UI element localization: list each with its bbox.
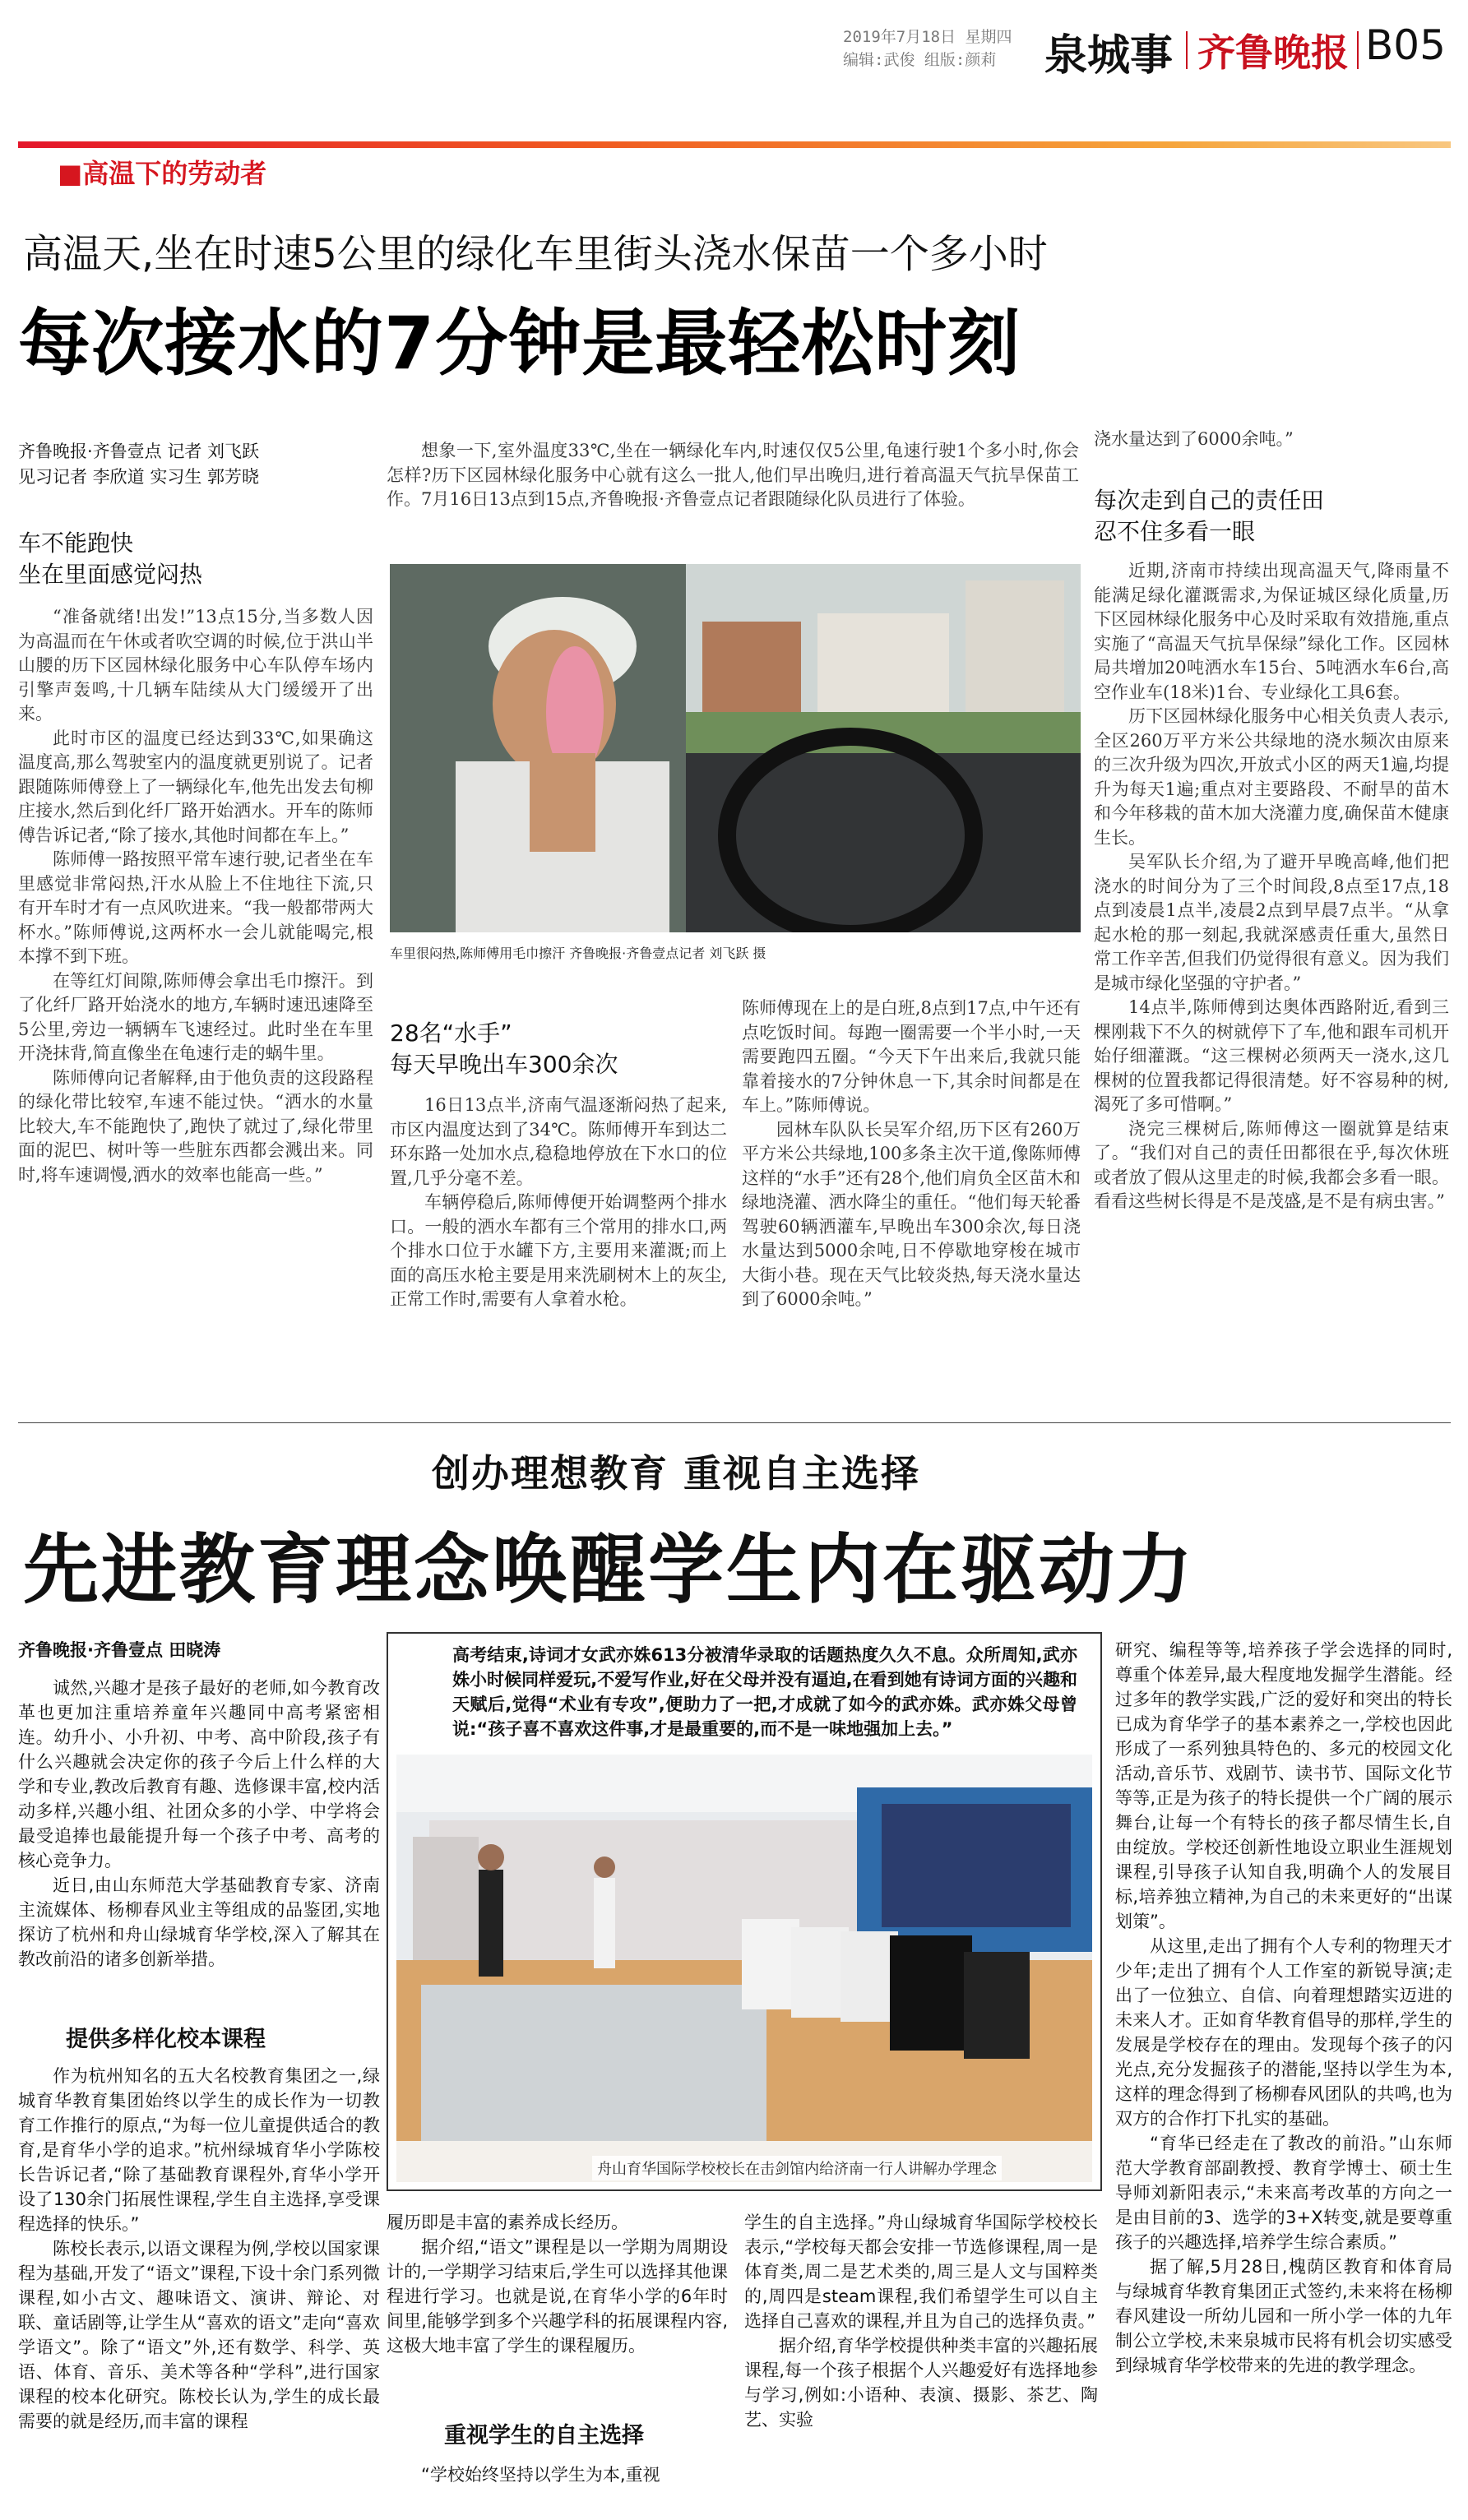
- paragraph: 历下区园林绿化服务中心相关负责人表示,全区260万平方米公共绿地的浇水频次由原来的三次升级为四次,开放式小区的两天1遍,均提升为每天1遍;重点对主要路段、不耐旱的苗木和今年移栽的苗木加大浇灌力度,确保苗木健康生长。: [1094, 706, 1449, 848]
- article1-column-4: [1094, 559, 1449, 1414]
- paragraph: 陈师傅现在上的是白班,8点到17点,中午还有点吃饭时间。每跑一圈需要一个半小时,一天需要跑四五圈。“今天下午出来后,我就只能靠着接水的7分钟休息一下,其余时间都是在车上。”陈师傅说。: [742, 998, 1081, 1115]
- paragraph: 浇完三棵树后,陈师傅这一圈就算是结束了。“我们对自己的责任田都很在乎,每次休班或者放了假从这里走的时候,我都会多看一眼。看看这些树长得是不是茂盛,是不是有病虫害。”: [1094, 1118, 1449, 1211]
- paragraph: 近期,济南市持续出现高温天气,降雨量不能满足绿化灌溉需求,为保证城区绿化质量,历下区园林绿化服务中心及时采取有效措施,重点实施了“高温天气抗旱保绿”绿化工作。区园林局共增加20吨洒水车15台、5吨洒水车6台,高空作业车(18米)1台、专业绿化工具6套。: [1094, 561, 1449, 702]
- section-divider: [18, 1422, 1451, 1423]
- article1-kicker: 高温天,坐在时速5公里的绿化车里街头浇水保苗一个多小时: [23, 231, 1048, 277]
- article1-photo: [390, 564, 1081, 932]
- page-number: B05: [1365, 21, 1446, 69]
- article1-col4-carry: 浇水量达到了6000余吨。”: [1094, 429, 1294, 449]
- dateline: 2019年7月18日 星期四: [843, 28, 1012, 46]
- header-divider-2: [1357, 31, 1359, 69]
- article1-intro-text: 想象一下,室外温度33℃,坐在一辆绿化车内,时速仅仅5公里,龟速行驶1个多小时,你会怎样?历下区园林绿化服务中心就有这么一批人,他们早出晚归,进行着高温天气抗旱保苗工作。7月16日13点到15点,齐鲁晚报·齐鲁壹点记者跟随绿化队员进行了体验。: [387, 441, 1079, 509]
- article2-column-4: [1115, 1638, 1452, 2516]
- header-divider: [1186, 31, 1188, 69]
- paragraph: 吴军队长介绍,为了避开早晚高峰,他们把浇水的时间分为了三个时间段,8点至17点,18点到凌晨1点半,凌晨2点到早晨7点半。“从拿起水枪的那一刻起,我就深感责任重大,虽然日常工作辛苦,但我们仍觉得很有意义。因为我们是城市绿化坚强的守护者。”: [1094, 852, 1449, 993]
- paragraph: 陈师傅一路按照平常车速行驶,记者坐在车里感觉非常闷热,汗水从脸上不住地往下流,只有开车时才有一点风吹进来。“我一般都带两大杯水。”陈师傅说,这两杯水一会儿就能喝完,根本撑不到下班。: [18, 849, 373, 966]
- paragraph: 14点半,陈师傅到达奥体西路附近,看到三棵刚栽下不久的树就停下了车,他和跟车司机开始仔细灌溉。“这三棵树必须两天一浇水,这几棵树的位置我都记得很清楚。好不容易种的树,渴死了多可惜啊。”: [1094, 997, 1449, 1114]
- article1-photo-caption: 车里很闷热,陈师傅用毛巾擦汗 齐鲁晚报·齐鲁壹点记者 刘飞跃 摄: [390, 946, 766, 961]
- paragraph: 在等红灯间隙,陈师傅会拿出毛巾擦汗。到了化纤厂路开始浇水的地方,车辆时速迅速降至5公里,旁边一辆辆车飞速经过。此时坐在车里开浇抹背,简直像坐在龟速行走的蜗牛里。: [18, 970, 373, 1063]
- column-tag: ■高温下的劳动者: [58, 158, 267, 189]
- newspaper-logo: 齐鲁晚报: [1197, 30, 1349, 75]
- paragraph: 作为杭州知名的五大名校教育集团之一,绿城育华教育集团始终以学生的成长作为一切教育工作推行的原点,“为每一位儿童提供适合的教育,是育华小学的追求。”杭州绿城育华小学陈校长告诉记者,“除了基础教育课程外,育华小学开设了130余门拓展性课程,学生自主选择,享受课程选择的快乐。”: [18, 2066, 380, 2234]
- paragraph: 诚然,兴趣才是孩子最好的老师,如今教育改革也更加注重培养童年兴趣同中高考紧密相连。幼升小、小升初、中考、高中阶段,孩子有什么兴趣就会决定你的孩子今后上什么样的大学和专业,教改后教育有趣、选修课丰富,校内活动多样,兴趣小组、社团众多的小学、中学将会最受追捧也最能提升每一个孩子中考、高考的核心竞争力。: [18, 1678, 380, 1870]
- article2-intro: 高考结束,诗词才女武亦姝613分被清华录取的话题热度久久不息。众所周知,武亦姝小时候同样爱玩,不爱写作业,好在父母并没有逼迫,在看到她有诗词方面的兴趣和天赋后,觉得“术业有专攻”,便助力了一把,才成就了如今的武亦姝。武亦姝父母曾说:“孩子喜不喜欢这件事,才是最重要的,而不是一味地强加上去。”: [452, 1645, 1077, 1739]
- article1-column-3: [742, 996, 1081, 1414]
- article1-subhead-1: 车不能跑快 坐在里面感觉闷热: [18, 529, 203, 588]
- article2-photo: [396, 1755, 1092, 2182]
- article2-subhead-a: 提供多样化校本课程: [66, 2027, 266, 2052]
- paragraph: 此时市区的温度已经达到33℃,如果确这温度高,那么驾驶室内的温度就更别说了。记者跟随陈师傅登上了一辆绿化车,他先出发去旬柳庄接水,然后到化纤厂路开始洒水。开车的陈师傅告诉记者,“除了接水,其他时间都在车上。”: [18, 728, 373, 845]
- paragraph: “育华已经走在了教改的前沿。”山东师范大学教育部副教授、教育学博士、硕士生导师刘新阳表示,“未来高考改革的方向之一是由目前的3、选学的3+X转变,就是要尊重孩子的兴趣选择,培养学生综合素质。”: [1115, 2134, 1452, 2252]
- article2-column-3: [744, 2210, 1098, 2514]
- paragraph: “学校始终坚持以学生为本,重视: [421, 2465, 660, 2485]
- paragraph: 据介绍,育华学校提供种类丰富的兴趣拓展课程,每一个孩子根据个人兴趣爱好有选择地参与学习,例如:小语种、表演、摄影、茶艺、陶艺、实验: [744, 2336, 1098, 2430]
- article2-kicker: 创办理想教育 重视自主选择: [432, 1451, 921, 1496]
- article1-byline: 齐鲁晚报·齐鲁壹点 记者 刘飞跃 见习记者 李欣道 实习生 郭芳晓: [18, 442, 260, 487]
- article2-column-1: [18, 1676, 380, 2004]
- article1-intro: [387, 439, 1079, 546]
- article2-subhead-b: 重视学生的自主选择: [444, 2423, 644, 2448]
- paragraph: 据介绍,“语文”课程是以一学期为周期设计的,一学期学习结束后,学生可以选择其他课程进行学习。也就是说,在育华小学的6年时间里,能够学到多个兴趣学科的拓展课程内容,这极大地丰富了学生的课程履历。: [387, 2237, 728, 2356]
- article2-column-2b: [387, 2462, 728, 2513]
- article2-column-2: [387, 2210, 728, 2407]
- article1-subhead-2: 28名“水手” 每天早晚出车300余次: [390, 1020, 618, 1078]
- page-editors: 编辑:武俊 组版:颜莉: [843, 51, 997, 69]
- paragraph: 16日13点半,济南气温逐渐闷热了起来,市区内温度达到了34℃。陈师傅开车到达二环东路一处加水点,稳稳地停放在下水口的位置,几乎分毫不差。: [390, 1095, 727, 1188]
- paragraph: 陈师傅向记者解释,由于他负责的这段路程的绿化带比较窄,车速不能过快。“洒水的水量比较大,车不能跑快了,跑快了就过了,绿化带里面的泥巴、树叶等一些脏东西都会溅出来。同时,将车速调慢,洒水的效率也能高一些。”: [18, 1067, 373, 1185]
- article2-headline: 先进教育理念唤醒学生内在驱动力: [23, 1526, 1196, 1614]
- article1-headline: 每次接水的7分钟是最轻松时刻: [18, 301, 1021, 386]
- article1-column-2: [390, 1094, 727, 1414]
- fencing-hall-photo: [396, 1755, 1092, 2182]
- paragraph: 园林车队队长吴军介绍,历下区有260万平方米公共绿地,100多条主次干道,像陈师傅这样的“水手”还有28个,他们肩负全区苗木和绿地浇灌、洒水降尘的重任。“他们每天轮番驾驶60辆洒灌车,早晚出车300余次,每日浇水量达到5000余吨,日不停歇地穿梭在城市大街小巷。现在天气比较炎热,每天浇水量达到了6000余吨。”: [742, 1119, 1081, 1309]
- paragraph: 近日,由山东师范大学基础教育专家、济南主流媒体、杨柳春风业主等组成的品鉴团,实地探访了杭州和舟山绿城育华学校,深入了解其在教改前沿的诸多创新举措。: [18, 1875, 380, 1969]
- paragraph: 从这里,走出了拥有个人专利的物理天才少年;走出了拥有个人工作室的新锐导演;走出了一位独立、自信、向着理想踏实迈进的未来人才。正如育华教育倡导的那样,学生的发展是学校存在的理由。发现每个孩子的闪光点,充分发掘孩子的潜能,坚持以学生为本,这样的理念得到了杨柳春风团队的共鸣,也为双方的合作打下扎实的基础。: [1115, 1936, 1452, 2129]
- paragraph: 学生的自主选择。”舟山绿城育华国际学校校长表示,“学校每天都会安排一节选修课程,周一是体育类,周二是艺术类的,周三是人文与国粹类的,周四是steam课程,我们希望学生可以自主选择自己喜欢的课程,并且为自己的选择负责。”: [744, 2213, 1098, 2331]
- paragraph: 据了解,5月28日,槐荫区教育和体育局与绿城育华教育集团正式签约,未来将在杨柳春风建设一所幼儿园和一所小学一体的九年制公立学校,未来泉城市民将有机会切实感受到绿城育华学校带来的先进的教学理念。: [1115, 2257, 1452, 2375]
- paragraph: 车辆停稳后,陈师傅便开始调整两个排水口。一般的洒水车都有三个常用的排水口,两个排水口位于水罐下方,主要用来灌溉;而上面的高压水枪主要是用来洗刷树木上的灰尘,正常工作时,需要有人拿着水枪。: [390, 1192, 727, 1309]
- article2-photo-caption: 舟山育华国际学校校长在击剑馆内给济南一行人讲解办学理念: [592, 2156, 1002, 2180]
- paragraph: 履历即是丰富的素养成长经历。: [387, 2213, 628, 2232]
- paragraph: 研究、编程等等,培养孩子学会选择的同时,尊重个体差异,最大程度地发掘学生潜能。经过多年的教学实践,广泛的爱好和突出的特长已成为育华学子的基本素养之一,学校也因此形成了一系列独具特色的、多元的校园文化活动,音乐节、戏剧节、读书节、国际文化节等等,正是为孩子的特长提供一个广阔的展示舞台,让每一个有特长的孩子都尽情生长,自由绽放。学校还创新性地设立职业生涯规划课程,引导孩子认知自我,明确个人的发展目标,培养独立精神,为自己的未来更好的“出谋划策”。: [1115, 1640, 1452, 1931]
- paragraph: “准备就绪!出发!”13点15分,当多数人因为高温而在午休或者吹空调的时候,位于洪山半山腰的历下区园林绿化服务中心车队停车场内引擎声轰鸣,十几辆车陆续从大门缓缓开了出来。: [18, 607, 373, 724]
- article2-byline: 齐鲁晚报·齐鲁壹点 田晓涛: [18, 1640, 221, 1660]
- article2-column-1b: [18, 2064, 380, 2512]
- paragraph: 陈校长表示,以语文课程为例,学校以国家课程为基础,开发了“语文”课程,下设十余门系列微课程,如小古文、趣味语文、演讲、辩论、对联、童话剧等,让学生从“喜欢的语文”走向“喜欢学语文”。除了“语文”外,还有数学、科学、英语、体育、音乐、美术等各种“学科”,进行国家课程的校本化研究。陈校长认为,学生的成长最需要的就是经历,而丰富的课程: [18, 2239, 380, 2431]
- article1-column-1: [18, 605, 373, 1411]
- article1-subhead-3: 每次走到自己的责任田 忍不住多看一眼: [1094, 487, 1325, 545]
- section-name: 泉城事: [1044, 31, 1174, 81]
- driver-cab-photo: [390, 564, 1081, 932]
- header-color-bar: [18, 141, 1451, 148]
